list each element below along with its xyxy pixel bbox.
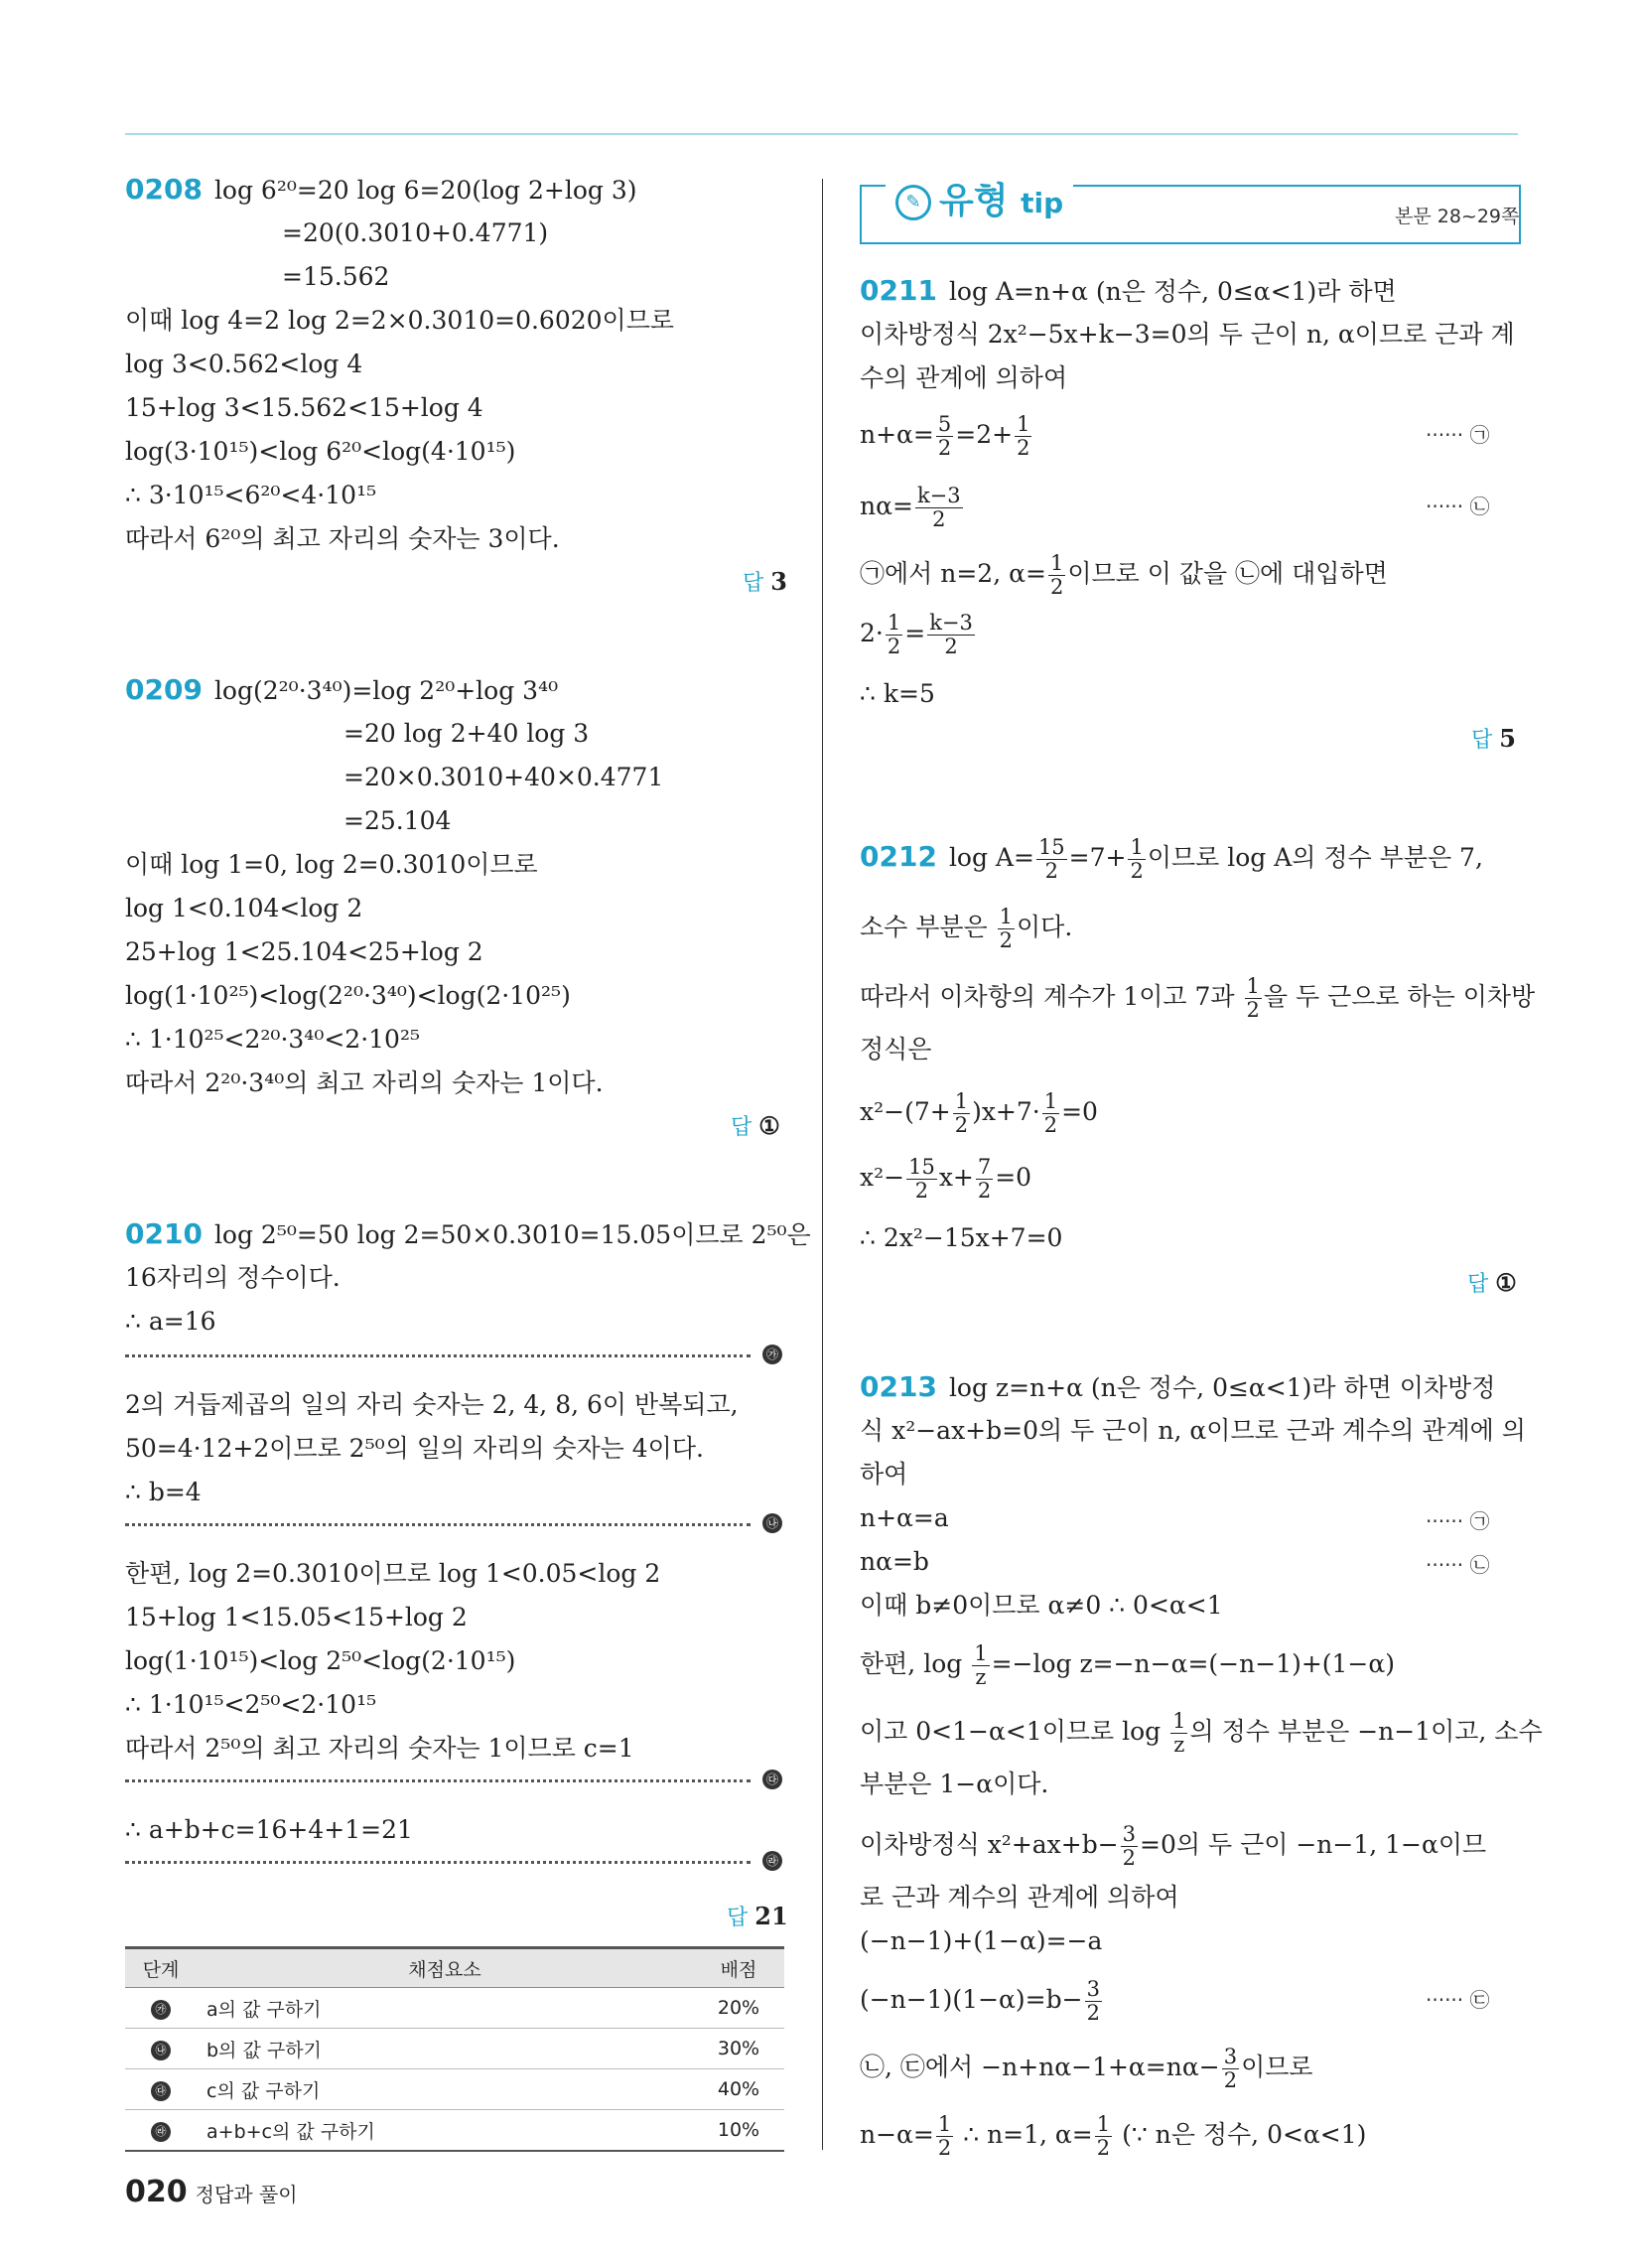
text-line: 정식은 <box>860 1035 932 1063</box>
equation-line: n+α=a <box>860 1503 949 1532</box>
text-line: 50=4·12+2이므로 2⁵⁰의 일의 자리의 숫자는 4이다. <box>125 1434 704 1463</box>
equation-line: nα= $\frac{k-3}{2}$ <box>860 484 961 531</box>
text-line: log 3<0.562<log 4 <box>125 350 363 378</box>
text-line: 하여 <box>860 1460 908 1488</box>
scoring-table <box>125 1946 784 2152</box>
text-line: 15+log 1<15.05<15+log 2 <box>125 1603 468 1631</box>
text-line: ∴ 1·10²⁵<2²⁰·3⁴⁰<2·10²⁵ <box>125 1025 421 1054</box>
problem-0212-line: 0212 log A= $\frac{15}{2}$ =7+ $\frac{1}{2}$ 이므로 log A의 정수 부분은 7, <box>860 835 1483 883</box>
equation-tag: ······ ㉠ <box>1426 423 1490 447</box>
text-line: 따라서 2²⁰·3⁴⁰의 최고 자리의 숫자는 1이다. <box>125 1068 604 1097</box>
equation-line: =25.104 <box>343 806 452 835</box>
text-line: ∴ 2x²−15x+7=0 <box>860 1223 1063 1252</box>
answer-0210: 답 21 <box>727 1902 788 1930</box>
text-line: 16자리의 정수이다. <box>125 1263 341 1292</box>
problem-0209-line: 0209 log(2²⁰·3⁴⁰)=log 2²⁰+log 3⁴⁰ <box>125 673 559 706</box>
dotted-separator <box>125 1861 751 1864</box>
pencil-icon: ✎ <box>895 185 931 220</box>
step-mark: ㉰ <box>762 1770 782 1789</box>
step-mark: ㉮ <box>762 1345 782 1364</box>
problem-number: 0209 <box>125 673 203 706</box>
equation-line: =20(0.3010+0.4771) <box>282 218 549 247</box>
section-title: ✎ 유형 tip <box>886 173 1073 223</box>
equation-line: (−n−1)+(1−α)=−a <box>860 1926 1103 1955</box>
table-row: ㉮ a의 값 구하기 20% <box>125 1988 784 2029</box>
text-line: 이때 log 4=2 log 2=2×0.3010=0.6020이므로 <box>125 306 675 335</box>
text-line: ㉡, ㉢에서 −n+nα−1+α=nα− $\frac{3}{2}$ 이므로 <box>860 2045 1313 2092</box>
text-line: 25+log 1<25.104<25+log 2 <box>125 937 483 966</box>
text-line: 부분은 1−α이다. <box>860 1770 1049 1798</box>
equation-tag: ······ ㉡ <box>1426 1553 1490 1577</box>
equation-line: =15.562 <box>282 262 390 291</box>
text-line: 따라서 2⁵⁰의 최고 자리의 숫자는 1이므로 c=1 <box>125 1734 634 1763</box>
equation-line: 한편, log $\frac{1}{z}$ =−log z=−n−α=(−n−1)+(1−α) <box>860 1641 1396 1689</box>
column-divider <box>822 179 823 2150</box>
answer-0208: 답 3 <box>743 567 787 596</box>
text-line: 식 x²−ax+b=0의 두 근이 n, α이므로 근과 계수의 관계에 의 <box>860 1416 1526 1445</box>
table-row: ㉰ c의 값 구하기 40% <box>125 2069 784 2110</box>
answer-0209: 답 ① <box>731 1111 780 1140</box>
equation-tag: ······ ㉢ <box>1426 1988 1490 2012</box>
equation-tag: ······ ㉠ <box>1426 1509 1490 1533</box>
equation-tag: ······ ㉡ <box>1426 495 1490 518</box>
step-mark: ㉱ <box>762 1851 782 1871</box>
page-reference: 본문 28~29쪽 <box>1395 206 1520 227</box>
text-line: 이때 log 1=0, log 2=0.3010이므로 <box>125 850 538 879</box>
text-line: 수의 관계에 의하여 <box>860 363 1068 392</box>
text-line: ∴ b=4 <box>125 1478 202 1506</box>
text-line: ㉠에서 n=2, α= $\frac{1}{2}$ 이므로 이 값을 ㉡에 대입하면 <box>860 551 1388 599</box>
dotted-separator <box>125 1779 751 1782</box>
text-line: ∴ 3·10¹⁵<6²⁰<4·10¹⁵ <box>125 481 377 509</box>
text-line: log 1<0.104<log 2 <box>125 894 363 922</box>
text-line: ∴ 1·10¹⁵<2⁵⁰<2·10¹⁵ <box>125 1690 377 1719</box>
answer-0211: 답 5 <box>1471 724 1516 753</box>
text-line: 이고 0<1−α<1이므로 log $\frac{1}{z}$ 의 정수 부분은 −n−1이고, 소수 <box>860 1709 1543 1757</box>
text-line: 따라서 6²⁰의 최고 자리의 숫자는 3이다. <box>125 524 560 553</box>
equation-line: nα=b <box>860 1547 929 1576</box>
text-line: 15+log 3<15.562<15+log 4 <box>125 393 483 422</box>
text-line: 이때 b≠0이므로 α≠0 ∴ 0<α<1 <box>860 1591 1223 1620</box>
text-line: log(3·10¹⁵)<log 6²⁰<log(4·10¹⁵) <box>125 437 516 466</box>
text-line: 따라서 이차항의 계수가 1이고 7과 $\frac{1}{2}$ 을 두 근으로 하는 이차방 <box>860 974 1536 1022</box>
dotted-separator <box>125 1354 751 1357</box>
equation-line: (−n−1)(1−α)=b− $\frac{3}{2}$ <box>860 1977 1100 2025</box>
text-line: log(1·10¹⁵)<log 2⁵⁰<log(2·10¹⁵) <box>125 1646 516 1675</box>
text-line: 소수 부분은 $\frac{1}{2}$ 이다. <box>860 905 1073 952</box>
text-line: 로 근과 계수의 관계에 의하여 <box>860 1883 1179 1912</box>
text-line: log(1·10²⁵)<log(2²⁰·3⁴⁰)<log(2·10²⁵) <box>125 981 571 1010</box>
equation-line: 2· $\frac{1}{2}$ = $\frac{k-3}{2}$ <box>860 611 973 658</box>
text-line: ∴ a=16 <box>125 1307 216 1336</box>
text-line: 이차방정식 2x²−5x+k−3=0의 두 근이 n, α이므로 근과 계 <box>860 320 1515 349</box>
top-rule <box>125 133 1518 135</box>
equation-line: x²−(7+ $\frac{1}{2}$ )x+7· $\frac{1}{2}$ =0 <box>860 1089 1098 1137</box>
table-header-row: 단계 채점요소 배점 <box>125 1948 784 1988</box>
equation-line: x²− $\frac{15}{2}$ x+ $\frac{7}{2}$ =0 <box>860 1155 1032 1203</box>
answer-0212: 답 ① <box>1467 1268 1517 1297</box>
equation-line: =20 log 2+40 log 3 <box>343 719 590 748</box>
text-line: 2의 거듭제곱의 일의 자리 숫자는 2, 4, 8, 6이 반복되고, <box>125 1390 739 1419</box>
step-mark: ㉯ <box>762 1513 782 1533</box>
problem-number: 0210 <box>125 1217 203 1250</box>
text-line: 이차방정식 x²+ax+b− $\frac{3}{2}$ =0의 두 근이 −n−1, 1−α이므 <box>860 1822 1487 1870</box>
text-line: ∴ k=5 <box>860 679 935 708</box>
page-number: 020 <box>125 2175 188 2209</box>
footer-title: 정답과 풀이 <box>195 2183 298 2206</box>
problem-0208-line: 0208 log 6²⁰=20 log 6=20(log 2+log 3) <box>125 173 637 206</box>
table-row: ㉱ a+b+c의 값 구하기 10% <box>125 2110 784 2152</box>
problem-number: 0208 <box>125 173 203 206</box>
problem-0211-line: 0211 log A=n+α (n은 정수, 0≤α<1)라 하면 <box>860 274 1397 307</box>
problem-0213-line: 0213 log z=n+α (n은 정수, 0≤α<1)라 하면 이차방정 <box>860 1370 1496 1403</box>
equation-line: n+α= $\frac{5}{2}$ =2+ $\frac{1}{2}$ <box>860 412 1030 460</box>
page-footer <box>125 2175 298 2209</box>
equation-line: n−α= $\frac{1}{2}$ ∴ n=1, α= $\frac{1}{2}$ (∵ n은 정수, 0<α<1) <box>860 2112 1367 2160</box>
dotted-separator <box>125 1523 751 1526</box>
text-line: ∴ a+b+c=16+4+1=21 <box>125 1815 413 1844</box>
text-line: 한편, log 2=0.3010이므로 log 1<0.05<log 2 <box>125 1559 661 1588</box>
table-row: ㉯ b의 값 구하기 30% <box>125 2029 784 2069</box>
equation-line: =20×0.3010+40×0.4771 <box>343 763 664 791</box>
problem-0210-line: 0210 log 2⁵⁰=50 log 2=50×0.3010=15.05이므로 2⁵⁰은 <box>125 1217 811 1250</box>
